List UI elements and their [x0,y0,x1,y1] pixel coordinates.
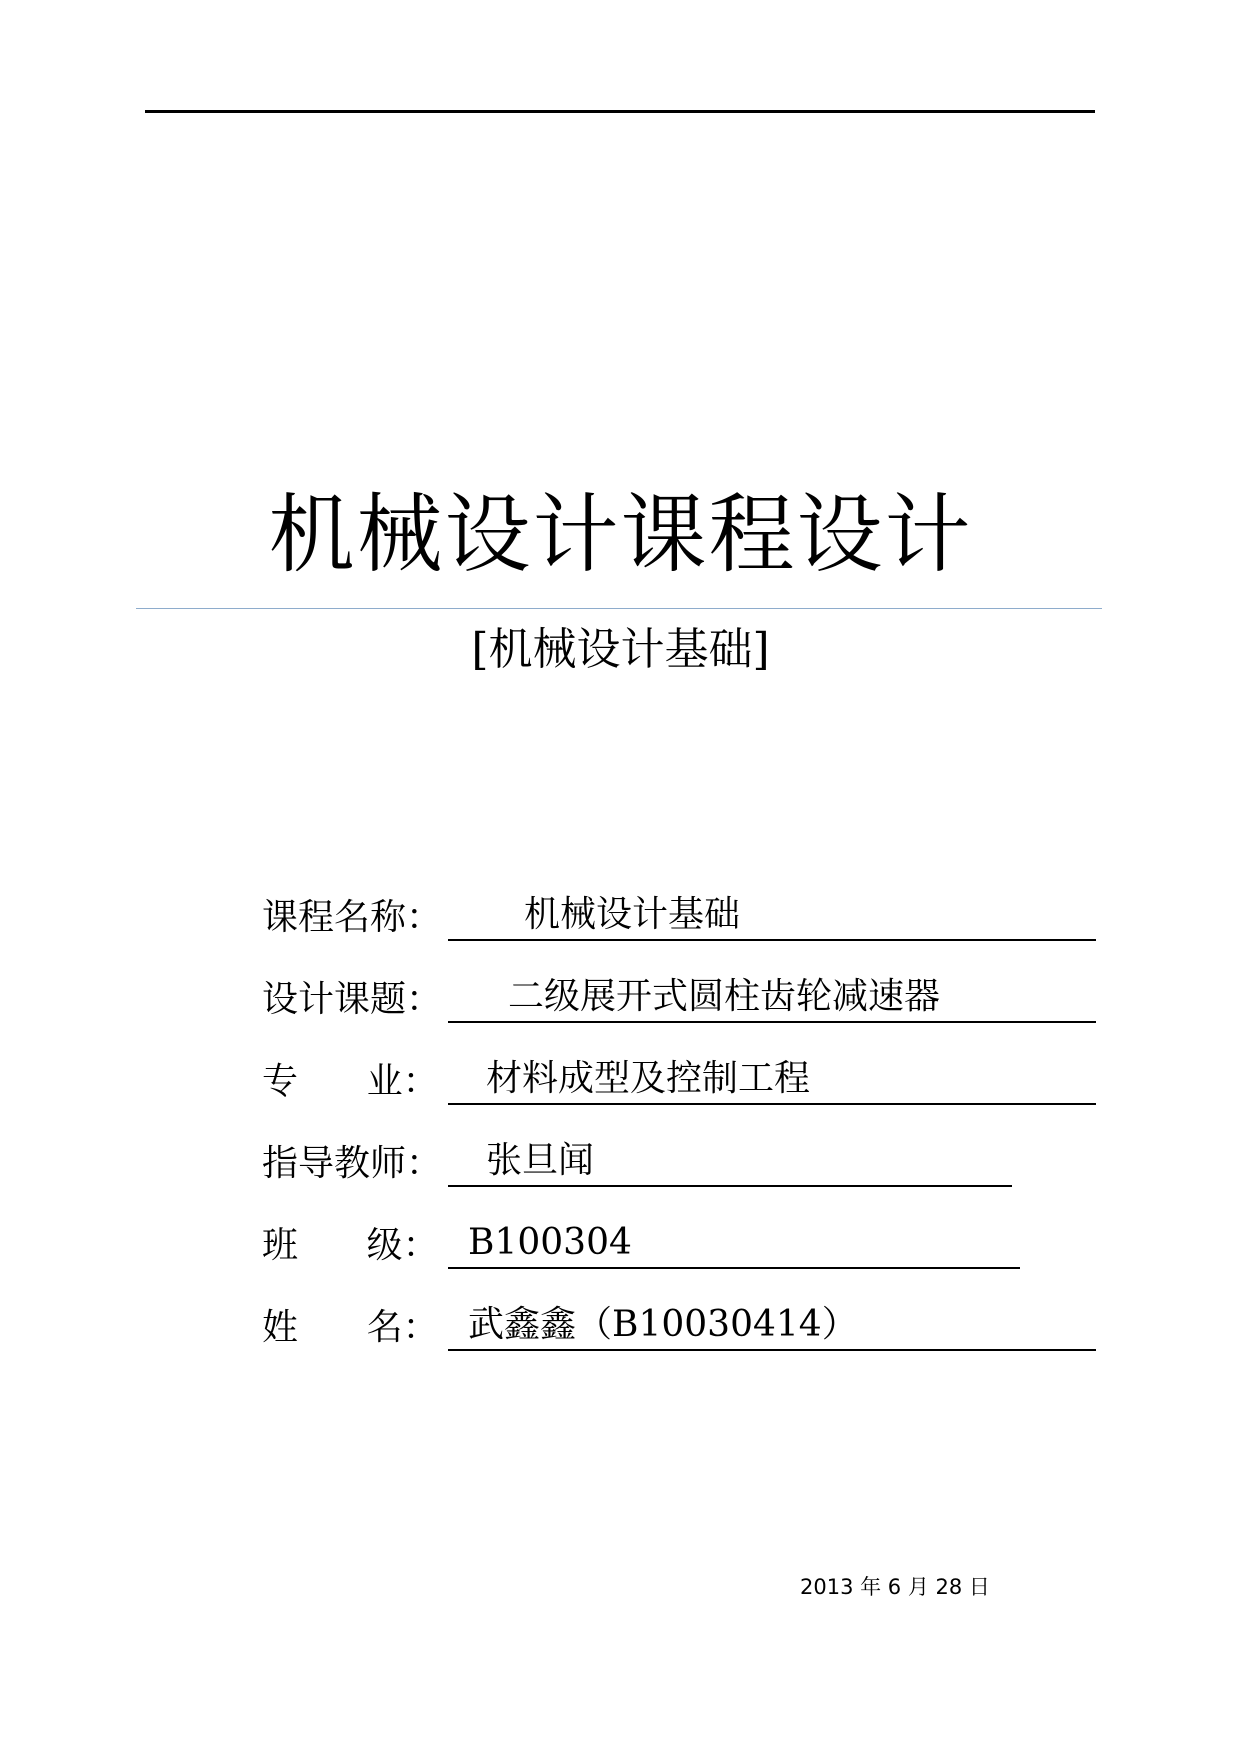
class-label: 班 级： [262,1225,439,1266]
course-name-field [448,889,1096,941]
document-subtitle: [机械设计基础] [471,624,770,675]
title-underline [136,608,1102,609]
advisor-row [262,1131,1102,1213]
cover-info-block [262,885,1102,1377]
header-rule [145,110,1095,113]
major-label: 专 业： [262,1061,439,1102]
advisor-value: 张旦闻 [486,1140,595,1181]
design-topic-row [262,967,1102,1049]
class-row [262,1213,1102,1295]
student-name-row [262,1295,1102,1377]
student-name-field [448,1299,1096,1351]
design-topic-field [448,971,1096,1023]
class-value: B100304 [468,1222,632,1263]
major-value: 材料成型及控制工程 [486,1058,811,1099]
advisor-label: 指导教师： [262,1143,443,1184]
course-name-row [262,885,1102,967]
class-field [448,1217,1020,1269]
student-name-label: 姓 名： [262,1307,439,1348]
course-name-value: 机械设计基础 [524,894,741,935]
design-topic-value: 二级展开式圆柱齿轮减速器 [508,976,941,1017]
major-row [262,1049,1102,1131]
advisor-field [448,1135,1012,1187]
document-date: 2013 年 6 月 28 日 [800,1575,990,1599]
course-name-label: 课程名称： [262,897,443,938]
student-name-value: 武鑫鑫（B10030414） [468,1304,858,1345]
document-title: 机械设计课程设计 [268,485,973,585]
design-topic-label: 设计课题： [262,979,443,1020]
major-field [448,1053,1096,1105]
